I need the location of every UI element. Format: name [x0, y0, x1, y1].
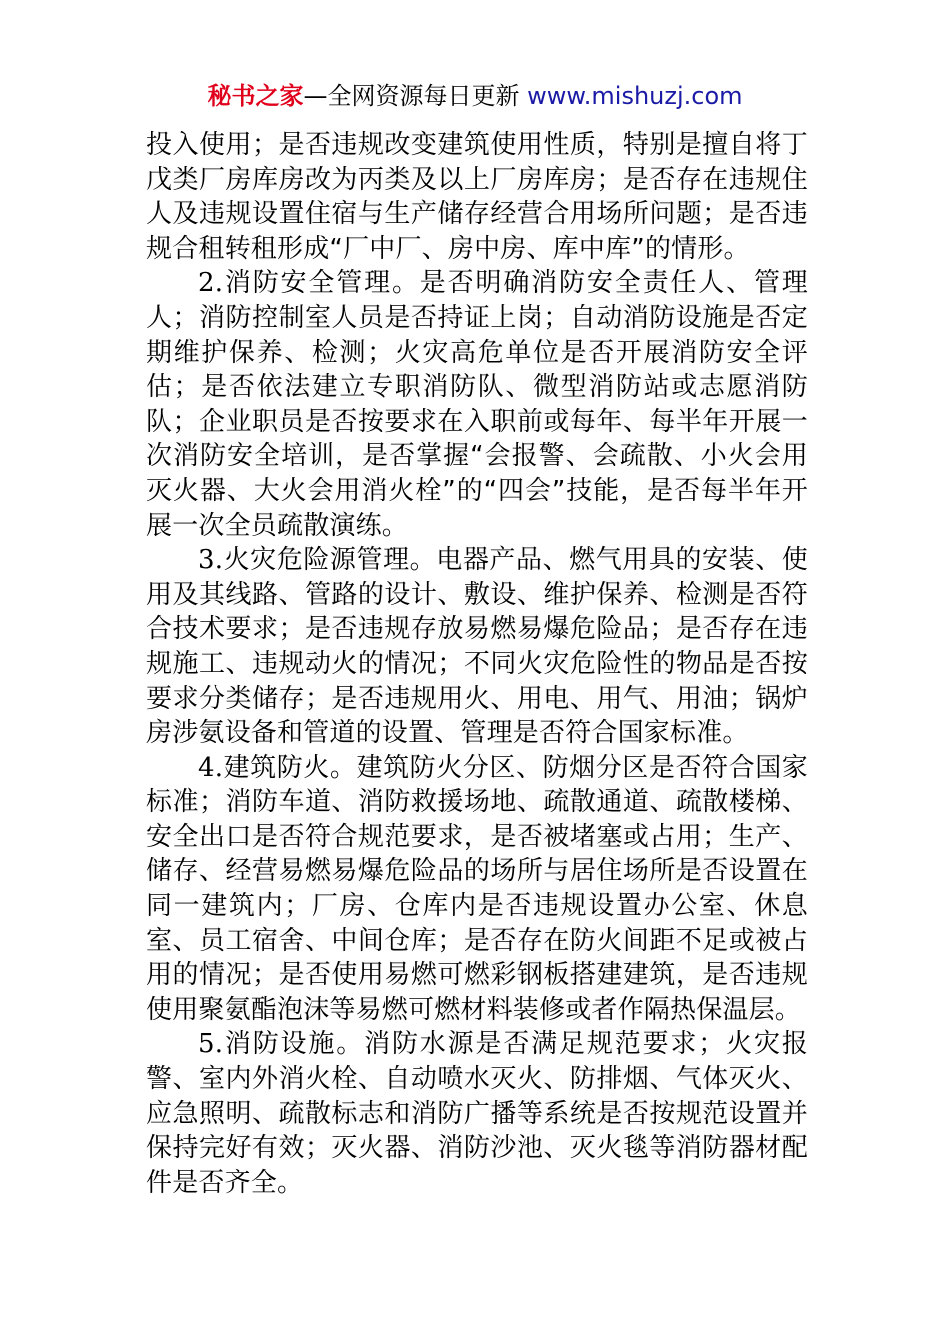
- header-brand: 秘书之家: [207, 82, 304, 110]
- header-url-link[interactable]: www.mishuzj.com: [527, 82, 743, 110]
- document-body: [146, 128, 808, 1200]
- paragraph-text: 消防设施。消防水源是否满足规范要求；火灾报警、室内外消火栓、自动喷水灭火、防排烟、气体灭火、应急照明、疏散标志和消防广播等系统是否按规范设置并保持完好有效；灭火器、消防沙池、灭火毯等消防器材配件是否齐全。: [146, 1029, 808, 1198]
- paragraph-number: 5.: [198, 1029, 224, 1060]
- paragraph-fire-facilities: [146, 1027, 808, 1200]
- header-tagline: —全网资源每日更新: [303, 82, 520, 110]
- paragraph-text: 投入使用；是否违规改变建筑使用性质，特别是擅自将丁戊类厂房库房改为丙类及以上厂房库房；是否存在违规住人及违规设置住宿与生产储存经营合用场所问题；是否违规合租转租形成“厂中厂、房中房、库中库”的情形。: [146, 130, 808, 264]
- paragraph-continuation: [146, 128, 808, 266]
- paragraph-fire-safety-management: [146, 266, 808, 543]
- paragraph-text: 火灾危险源管理。电器产品、燃气用具的安装、使用及其线路、管路的设计、敷设、维护保养、检测是否符合技术要求；是否违规存放易燃易爆危险品；是否存在违规施工、违规动火的情况；不同火灾危险性的物品是否按要求分类储存；是否违规用火、用电、用气、用油；锅炉房涉氨设备和管道的设置、管理是否符合国家标准。: [146, 545, 808, 749]
- paragraph-number: 2.: [198, 268, 224, 299]
- page-header: [0, 80, 950, 112]
- paragraph-fire-hazard-management: [146, 543, 808, 751]
- paragraph-text: 消防安全管理。是否明确消防安全责任人、管理人；消防控制室人员是否持证上岗；自动消防设施是否定期维护保养、检测；火灾高危单位是否开展消防安全评估；是否依法建立专职消防队、微型消防站或志愿消防队；企业职员是否按要求在入职前或每年、每半年开展一次消防安全培训，是否掌握“会报警、会疏散、小火会用灭火器、大火会用消火栓”的“四会”技能，是否每半年开展一次全员疏散演练。: [146, 268, 808, 541]
- paragraph-number: 3.: [198, 545, 224, 576]
- paragraph-building-fire-prevention: [146, 751, 808, 1028]
- paragraph-text: 建筑防火。建筑防火分区、防烟分区是否符合国家标准；消防车道、消防救援场地、疏散通道、疏散楼梯、安全出口是否符合规范要求，是否被堵塞或占用；生产、储存、经营易燃易爆危险品的场所与居住场所是否设置在同一建筑内；厂房、仓库内是否违规设置办公室、休息室、员工宿舍、中间仓库；是否存在防火间距不足或被占用的情况；是否使用易燃可燃彩钢板搭建建筑，是否违规使用聚氨酯泡沫等易燃可燃材料装修或者作隔热保温层。: [146, 752, 808, 1025]
- paragraph-number: 4.: [198, 752, 224, 783]
